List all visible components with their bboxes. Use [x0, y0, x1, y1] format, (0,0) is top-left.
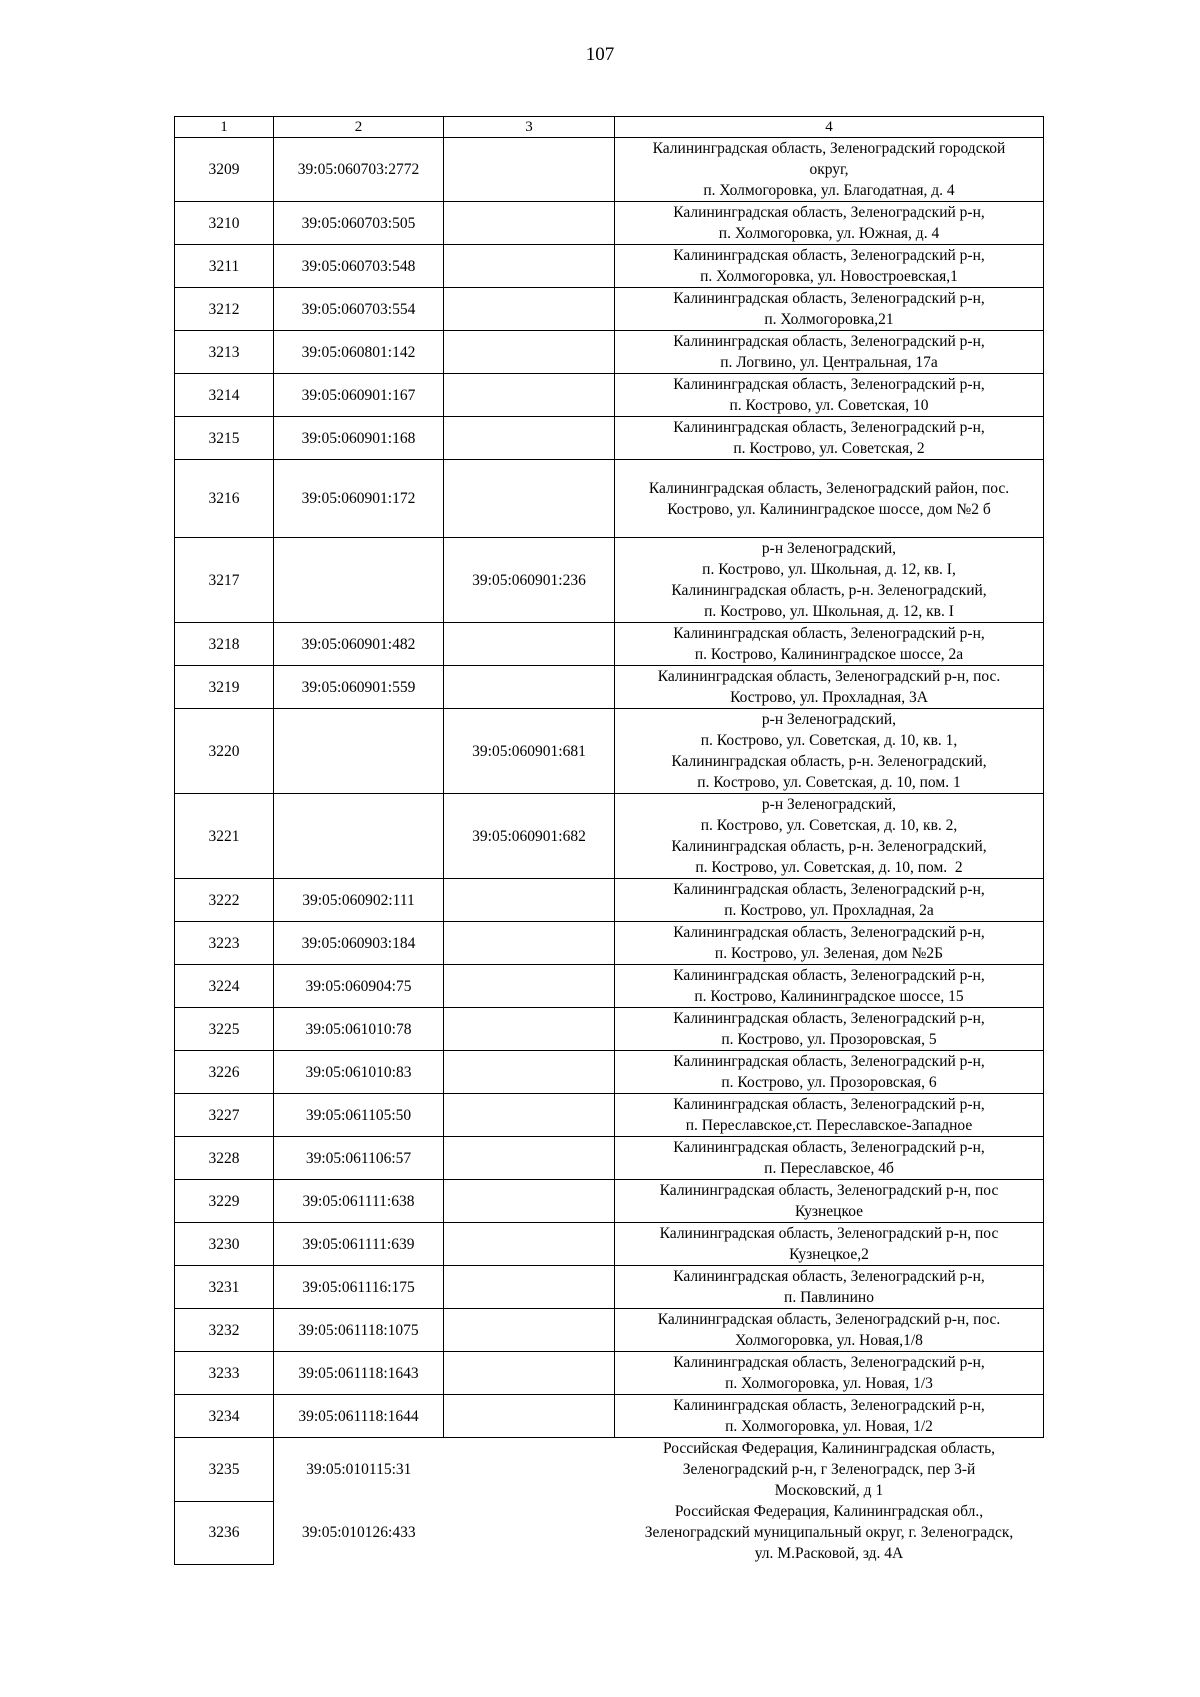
table-row	[175, 202, 1044, 245]
address-line: Зеленоградский муниципальный округ, г. Зеленоградск,	[644, 1524, 1014, 1541]
row-number-cell: 3212	[175, 288, 274, 331]
address-cell	[615, 1008, 1044, 1051]
address-line: округ,	[809, 161, 849, 178]
table-row	[175, 538, 1044, 623]
row-number-cell: 3213	[175, 331, 274, 374]
address-line: Калининградская область, Зеленоградский городской	[652, 140, 1006, 157]
cadastral-number-alt-cell	[444, 623, 615, 666]
table-row	[175, 1223, 1044, 1266]
cadastral-number-cell: 39:05:061010:83	[274, 1051, 444, 1094]
cadastral-number-cell: 39:05:060904:75	[274, 965, 444, 1008]
table-row	[175, 1008, 1044, 1051]
cadastral-number-cell: 39:05:060901:482	[274, 623, 444, 666]
address-cell	[615, 538, 1044, 623]
table-row	[175, 879, 1044, 922]
cadastral-number-alt-cell	[444, 1266, 615, 1309]
cadastral-number-alt-cell	[444, 1395, 615, 1438]
row-number-cell: 3216	[175, 460, 274, 538]
cadastral-number-alt-cell	[444, 1051, 615, 1094]
row-number-cell: 3209	[175, 138, 274, 202]
table-row	[175, 709, 1044, 794]
row-number-cell: 3221	[175, 794, 274, 879]
cadastral-number-cell: 39:05:061118:1075	[274, 1309, 444, 1352]
address-line: Калининградская область, Зеленоградский р-н,	[673, 1010, 985, 1027]
registry-table	[174, 116, 1044, 1565]
address-line: Российская Федерация, Калининградская область,	[662, 1440, 996, 1457]
address-line: п. Холмогоровка, ул. Южная, д. 4	[718, 225, 940, 242]
cadastral-number-cell: 39:05:060903:184	[274, 922, 444, 965]
address-line: Калининградская область, р-н. Зеленоградский,	[671, 582, 987, 599]
header-cell-1: 1	[175, 117, 274, 138]
cadastral-number-cell: 39:05:061118:1644	[274, 1395, 444, 1438]
address-cell	[615, 666, 1044, 709]
address-cell	[615, 709, 1044, 794]
address-line: Калининградская область, Зеленоградский р-н, пос.	[657, 1311, 1001, 1328]
cadastral-number-cell	[274, 538, 444, 623]
address-cell	[615, 965, 1044, 1008]
row-number-cell: 3218	[175, 623, 274, 666]
address-cell	[615, 1137, 1044, 1180]
cadastral-number-alt-cell	[444, 288, 615, 331]
cadastral-number-alt-cell	[444, 460, 615, 538]
table-row	[175, 1309, 1044, 1352]
cadastral-number-cell: 39:05:061111:639	[274, 1223, 444, 1266]
address-cell	[615, 1094, 1044, 1137]
cadastral-number-cell: 39:05:061118:1643	[274, 1352, 444, 1395]
cadastral-number-cell: 39:05:060703:2772	[274, 138, 444, 202]
row-number-cell: 3236	[175, 1501, 274, 1564]
table-header-row	[175, 117, 1044, 138]
address-line: п. Кострово, ул. Советская, д. 10, пом. 1	[697, 774, 961, 791]
address-line: Калининградская область, р-н. Зеленоградский,	[671, 838, 987, 855]
row-number-cell: 3222	[175, 879, 274, 922]
cadastral-number-alt-cell	[444, 202, 615, 245]
cadastral-number-alt-cell	[444, 666, 615, 709]
address-line: п. Кострово, ул. Зеленая, дом №2Б	[714, 945, 944, 962]
cadastral-number-cell	[274, 794, 444, 879]
row-number-cell: 3224	[175, 965, 274, 1008]
address-line: Калининградская область, Зеленоградский р-н,	[673, 419, 985, 436]
cadastral-number-cell: 39:05:061111:638	[274, 1180, 444, 1223]
row-number-cell: 3220	[175, 709, 274, 794]
table-row	[175, 1051, 1044, 1094]
address-cell	[615, 138, 1044, 202]
address-cell	[615, 1501, 1044, 1564]
address-line: п. Кострово, ул. Советская, д. 10, пом. 2	[695, 859, 963, 876]
address-line: п. Холмогоровка, ул. Новая, 1/3	[725, 1375, 933, 1392]
cadastral-number-cell: 39:05:060703:505	[274, 202, 444, 245]
address-line: Калининградская область, Зеленоградский р-н,	[673, 1354, 985, 1371]
row-number-cell: 3229	[175, 1180, 274, 1223]
address-line: п. Холмогоровка, ул. Новостроевская,1	[700, 268, 958, 285]
row-number-cell: 3227	[175, 1094, 274, 1137]
row-number-cell: 3234	[175, 1395, 274, 1438]
table-row	[175, 922, 1044, 965]
address-cell	[615, 245, 1044, 288]
row-number-cell: 3233	[175, 1352, 274, 1395]
cadastral-number-cell: 39:05:060901:559	[274, 666, 444, 709]
address-cell	[615, 1352, 1044, 1395]
row-number-cell: 3211	[175, 245, 274, 288]
table-row	[175, 1094, 1044, 1137]
address-line: Зеленоградский р-н, г Зеленоградск, пер 3-й	[682, 1461, 976, 1478]
cadastral-number-alt-cell	[444, 1309, 615, 1352]
address-line: п. Кострово, ул. Школьная, д. 12, кв. I	[704, 603, 954, 620]
address-line: п. Кострово, ул. Прозоровская, 5	[721, 1031, 937, 1048]
address-line: Калининградская область, Зеленоградский р-н,	[673, 290, 985, 307]
cadastral-number-alt-cell	[444, 1180, 615, 1223]
cadastral-number-cell: 39:05:060901:168	[274, 417, 444, 460]
cadastral-number-cell: 39:05:061105:50	[274, 1094, 444, 1137]
cadastral-number-alt-cell	[444, 1223, 615, 1266]
address-line: п. Павлинино	[784, 1289, 874, 1306]
address-cell	[615, 1309, 1044, 1352]
row-number-cell: 3228	[175, 1137, 274, 1180]
address-cell	[615, 331, 1044, 374]
address-cell	[615, 288, 1044, 331]
address-line: р-н Зеленоградский,	[761, 796, 897, 813]
cadastral-number-alt-cell	[444, 1501, 615, 1564]
address-line: ул. М.Расковой, зд. 4А	[754, 1545, 904, 1562]
page-number: 107	[585, 44, 615, 65]
table-row	[175, 288, 1044, 331]
table-row	[175, 245, 1044, 288]
row-number-cell: 3217	[175, 538, 274, 623]
cadastral-number-alt-cell	[444, 1137, 615, 1180]
address-line: Калининградская область, Зеленоградский р-н,	[673, 1268, 985, 1285]
address-line: Холмогоровка, ул. Новая,1/8	[735, 1332, 923, 1349]
address-line: п. Кострово, ул. Прозоровская, 6	[721, 1074, 937, 1091]
table-row	[175, 374, 1044, 417]
row-number-cell: 3210	[175, 202, 274, 245]
table-row	[175, 1266, 1044, 1309]
cadastral-number-cell: 39:05:061010:78	[274, 1008, 444, 1051]
table-row	[175, 331, 1044, 374]
header-cell-2: 2	[274, 117, 444, 138]
registry-table-body	[175, 117, 1044, 1565]
address-line: Кострово, ул. Калининградское шоссе, дом №2 б	[667, 500, 991, 518]
cadastral-number-cell: 39:05:010115:31	[306, 1461, 412, 1478]
cadastral-number-cell: 39:05:060901:167	[274, 374, 444, 417]
cadastral-number-cell: 39:05:060902:111	[274, 879, 444, 922]
cadastral-number-alt-cell	[444, 374, 615, 417]
address-line: Кузнецкое	[794, 1203, 864, 1220]
cadastral-number-alt-cell	[444, 1352, 615, 1395]
address-line: п. Кострово, ул. Советская, д. 10, кв. 1,	[700, 732, 958, 749]
address-line: п. Холмогоровка,21	[764, 311, 894, 328]
address-line: п. Кострово, ул. Советская, д. 10, кв. 2,	[700, 817, 958, 834]
address-cell	[615, 1395, 1044, 1438]
address-line: Калининградская область, Зеленоградский р-н,	[673, 1397, 985, 1414]
address-line: п. Кострово, Калининградское шоссе, 15	[694, 988, 964, 1005]
cadastral-number-cell: 39:05:061116:175	[274, 1266, 444, 1309]
table-row	[175, 1501, 1044, 1564]
address-line: п. Переславское,ст. Переславское-Западное	[685, 1117, 973, 1134]
address-line: Российская Федерация, Калининградская обл.,	[674, 1503, 984, 1520]
table-row	[175, 138, 1044, 202]
address-line: п. Кострово, ул. Советская, 2	[733, 440, 925, 457]
address-line: п. Кострово, Калининградское шоссе, 2а	[694, 646, 964, 663]
address-line: п. Холмогоровка, ул. Благодатная, д. 4	[703, 182, 955, 199]
cadastral-number-alt-cell: 39:05:060901:682	[444, 794, 615, 879]
table-row	[175, 623, 1044, 666]
row-number-cell: 3235	[175, 1438, 274, 1502]
table-row	[175, 1180, 1044, 1223]
address-line: Кузнецкое,2	[789, 1246, 869, 1263]
row-number-cell: 3230	[175, 1223, 274, 1266]
table-row	[175, 1352, 1044, 1395]
address-line: Кострово, ул. Прохладная, 3А	[730, 689, 928, 706]
address-line: Калининградская область, Зеленоградский р-н,	[673, 376, 985, 393]
address-line: Калининградская область, Зеленоградский р-н,	[673, 247, 985, 264]
address-line: Калининградская область, Зеленоградский р-н, пос	[659, 1182, 999, 1199]
cadastral-number-alt-cell: 39:05:060901:681	[444, 709, 615, 794]
address-line: Калининградская область, Зеленоградский р-н,	[673, 881, 985, 898]
table-row	[175, 1395, 1044, 1438]
header-cell-4: 4	[615, 117, 1044, 138]
table-row	[175, 794, 1044, 879]
address-line: Калининградская область, Зеленоградский р-н,	[673, 967, 985, 984]
table-row	[175, 1438, 1044, 1502]
address-cell	[615, 1438, 1044, 1502]
row-number-cell: 3215	[175, 417, 274, 460]
address-line: Московский, д 1	[774, 1482, 884, 1499]
cadastral-number-cell: 39:05:060703:554	[274, 288, 444, 331]
cadastral-number-alt-cell	[444, 922, 615, 965]
address-line: р-н Зеленоградский,	[761, 711, 897, 728]
address-cell	[615, 794, 1044, 879]
address-cell	[615, 460, 1044, 538]
cadastral-number-alt-cell	[444, 417, 615, 460]
cadastral-number-alt-cell	[444, 965, 615, 1008]
cadastral-number-alt-cell: 39:05:060901:236	[444, 538, 615, 623]
cadastral-number-cell: 39:05:061106:57	[274, 1137, 444, 1180]
cadastral-number-alt-cell	[444, 879, 615, 922]
cadastral-number-alt-cell	[444, 1438, 615, 1502]
cadastral-number-alt-cell	[444, 138, 615, 202]
address-line: Калининградская область, Зеленоградский район, пос.	[648, 479, 1010, 497]
cadastral-number-alt-cell	[444, 245, 615, 288]
address-line: п. Холмогоровка, ул. Новая, 1/2	[725, 1418, 933, 1435]
row-number-cell: 3225	[175, 1008, 274, 1051]
cadastral-number-cell	[274, 709, 444, 794]
address-line: п. Кострово, ул. Советская, 10	[729, 397, 929, 414]
row-number-cell: 3214	[175, 374, 274, 417]
address-cell	[615, 202, 1044, 245]
row-number-cell: 3219	[175, 666, 274, 709]
address-cell	[615, 879, 1044, 922]
address-cell	[615, 922, 1044, 965]
cadastral-number-alt-cell	[444, 1094, 615, 1137]
address-line: Калининградская область, Зеленоградский р-н, пос.	[657, 668, 1001, 685]
table-row	[175, 460, 1044, 538]
row-number-cell: 3232	[175, 1309, 274, 1352]
address-cell	[615, 1051, 1044, 1094]
cadastral-number-alt-cell	[444, 1008, 615, 1051]
cadastral-number-cell: 39:05:010126:433	[301, 1524, 416, 1541]
cadastral-number-alt-cell	[444, 331, 615, 374]
row-number-cell: 3231	[175, 1266, 274, 1309]
address-cell	[615, 1266, 1044, 1309]
table-row	[175, 965, 1044, 1008]
address-cell	[615, 1223, 1044, 1266]
address-line: п. Кострово, ул. Школьная, д. 12, кв. I,	[702, 561, 956, 578]
address-line: Калининградская область, Зеленоградский р-н,	[673, 924, 985, 941]
table-row	[175, 1137, 1044, 1180]
address-line: п. Переславское, 4б	[764, 1160, 894, 1177]
row-number-cell: 3226	[175, 1051, 274, 1094]
header-cell-3: 3	[444, 117, 615, 138]
address-line: Калининградская область, Зеленоградский р-н,	[673, 1053, 985, 1070]
cadastral-number-cell: 39:05:060901:172	[274, 460, 444, 538]
address-cell	[615, 1180, 1044, 1223]
address-line: Калининградская область, Зеленоградский р-н,	[673, 1139, 985, 1156]
row-number-cell: 3223	[175, 922, 274, 965]
address-line: Калининградская область, Зеленоградский р-н,	[673, 625, 985, 642]
address-cell	[615, 417, 1044, 460]
cadastral-number-cell: 39:05:060801:142	[274, 331, 444, 374]
cadastral-number-cell: 39:05:060703:548	[274, 245, 444, 288]
address-line: Калининградская область, Зеленоградский р-н, пос	[659, 1225, 999, 1242]
table-row	[175, 666, 1044, 709]
address-line: Калининградская область, р-н. Зеленоградский,	[671, 753, 987, 770]
address-line: Калининградская область, Зеленоградский р-н,	[673, 204, 985, 221]
address-line: Калининградская область, Зеленоградский р-н,	[673, 1096, 985, 1113]
table-row	[175, 417, 1044, 460]
address-line: Калининградская область, Зеленоградский р-н,	[673, 333, 985, 350]
address-line: п. Логвино, ул. Центральная, 17а	[720, 354, 938, 371]
address-cell	[615, 623, 1044, 666]
address-line: п. Кострово, ул. Прохладная, 2а	[724, 902, 934, 919]
address-cell	[615, 374, 1044, 417]
address-line: р-н Зеленоградский,	[761, 540, 897, 557]
